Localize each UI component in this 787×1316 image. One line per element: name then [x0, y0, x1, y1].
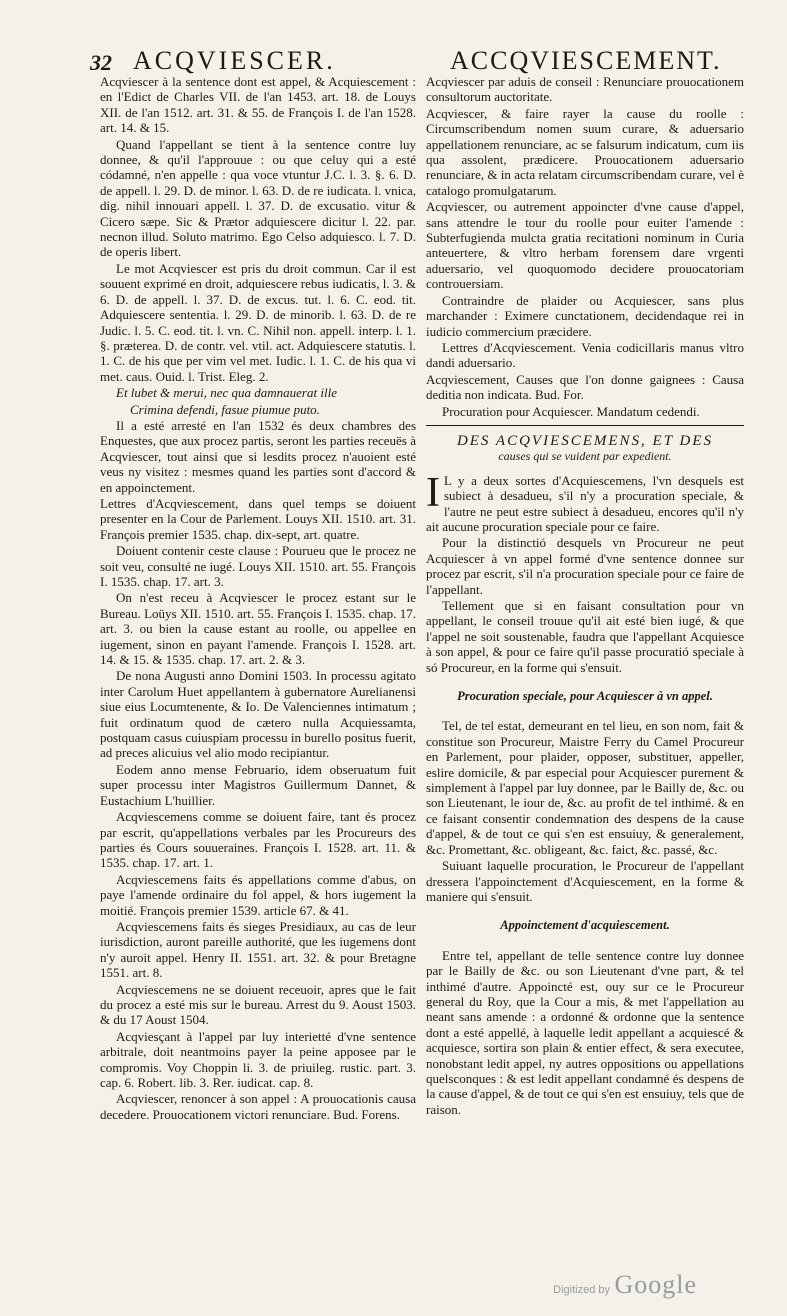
page-header [0, 44, 787, 78]
paragraph-text: Acqviesçant à l'appel par luy interietté d'vne sentence arbitrale, doit neantmoins payer la peine apposee par le compromis. Voy Choppin li. 3. de priuileg. rustic. part. 3. cap. 6. Robert. lib. 3. Rer. iudicat. cap. 8. [100, 1028, 416, 1090]
paragraph-text: Le mot Acqviescer est pris du droit commun. Car il est souuent exprimé en droit, adquiescere rebus iudicatis, l. 3. & 6. D. de appell. l. 37. D. de excus. tut. l. 6. C. eod. tit. Adquiescere sententia. l. 29. D. de minorib. l. 63. D. de re Judic. l. 5. C. eod. tit. l. vn. C. Nihil non. appell. interp. l. 1. §. præterea. D. de contr. vel. vtil. act. Adquiescere statutis. l. 1. C. de his que per vim vel met. Iudic. l. 1. C. de his qua vi met. caus. Ouid. l. Trist. Eleg. 2. [100, 260, 416, 384]
paragraph [426, 718, 744, 857]
right-column [426, 74, 744, 1118]
paragraph [426, 535, 744, 597]
digitized-by-label: Digitized by [553, 1284, 610, 1296]
paragraph [426, 199, 744, 291]
paragraph [426, 858, 744, 904]
paragraph-text: Contraindre de plaider ou Acquiescer, sans plus marchander : Eximere cunctationem, decidendaque rei in iudicio commercium præcidere. [426, 292, 744, 339]
paragraph-text: De nona Augusti anno Domini 1503. In processu agitato inter Carolum Huet appellantem à gubernatore Aurelianensi siue eius Locumtenente, & Io. De Valenciennes intimatum ; fuit ordinatum quod de cætero nulla Acquiessamta, postquam casus cuiuspiam processu in burello positus fuerit, ad preces alicuius vel alio modo recipiantur. [100, 668, 416, 761]
paragraph-text: Acqviescemens faits és appellations comme d'abus, on paye l'amende ordinaire du fol appel, & hors iugement la moitié. François premier 1539. article 67. & 41. [100, 871, 416, 918]
paragraph [426, 340, 744, 371]
paragraph-text: Suiuant laquelle procuration, le Procureur de l'appellant dressera l'appoinctement d'Acquiescement, en la forme & maniere qui s'ensuit. [426, 858, 744, 904]
paragraph-text: Il a esté arresté en l'an 1532 és deux chambres des Enquestes, que aux procez partis, seront les parties receuës à Acqviescer, tout ainsi que si lesdits procez n'auoient esté veus ny visitez : mesmes quand les parties sont d'accord & en appoinctement. [100, 417, 416, 495]
left-column [100, 74, 416, 1123]
paragraph-text: Acqviescer à la sentence dont est appel, & Acquiescement : en l'Edict de Charles VII. de l'an 1453. art. 18. de Louys XII. de l'an 1512. art. 31. & 55. de François I. de l'an 1528. art. 14. & 15. [100, 74, 416, 136]
running-head-right: ACCQVIESCEMENT. [450, 46, 722, 75]
paragraph-text: Pour la distinctió desquels vn Procureur ne peut Acquiescer à vn appel formé d'vne sentence donnee sur procez par escrit, s'il n'a procuration speciale pour ce faire de l'appellant. [426, 535, 744, 597]
paragraph [100, 668, 416, 760]
paragraph [426, 948, 744, 1117]
paragraph [100, 1091, 416, 1122]
paragraph [426, 293, 744, 339]
paragraph [426, 404, 744, 419]
paragraph-text: Acqviescement, Causes que l'on donne gaignees : Causa deditia non indicata. Bud. For. [426, 371, 744, 403]
paragraph [100, 543, 416, 589]
paragraph [100, 402, 416, 417]
paragraph [100, 809, 416, 871]
paragraph [100, 385, 416, 400]
paragraph-text: Et lubet & merui, nec qua damnauerat ille [116, 385, 337, 401]
paragraph-text: Acqviescemens faits és sieges Presidiaux, au cas de leur iurisdiction, auront pareille authorité, que les iugemens dont n'y auroit appel. Henry II. 1551. art. 32. & pour Bretagne 1551. art. 8. [100, 918, 416, 981]
paragraph-text: Acqviescer, renoncer à son appel : A prouocationis causa decedere. Prouocationem victori renunciare. Bud. Forens. [100, 1091, 416, 1122]
paragraph [100, 919, 416, 981]
paragraph-text: Tel, de tel estat, demeurant en tel lieu, en son nom, fait & constitue son Procureur, Maistre Ferry du Camel Procureur en Parlement, pour plaider, opposer, substituer, appeller, eslire domicile, & par especial pour Acquiescer purement & simplement à l'appel par luy donnee, par le Bailly de, &c. ou son Lieutenant, le iour de, &c. au profit de tel inthimé. & en ce faisant consentir condemnation des despens de la cause d'appel, & de tout ce qui s'en est ensuiuy, & generalement, &c. Promettant, &c. obligeant, &c. faict, &c. passé, &c. [426, 718, 744, 857]
paragraph [100, 418, 416, 495]
paragraph-text: Tellement que si en faisant consultation pour vn appellant, le conseil trouue qu'il ait esté bien iugé, & que l'appel ne soit soustenable, faudra que l'appellant Acquiesce à son appel, & pour ce faire qu'il passe procuratió speciale à só Procureur, en la forme qui s'ensuit. [426, 598, 744, 675]
page-number: 32 [90, 50, 112, 75]
digitized-watermark [553, 1270, 697, 1300]
paragraph-text: Procuration pour Acquiescer. Mandatum cedendi. [442, 403, 700, 419]
paragraph-text: On n'est receu à Acqviescer le procez estant sur le Bureau. Loüys XII. 1510. art. 55. François I. 1535. chap. 17. art. 3. ou bien la cause estant au roolle, ou appellee en iugement, sinon en payant l'amende. François I. 1528. art. 14. & 15. & 1535. chap. 17. art. 2. & 3. [100, 590, 416, 668]
paragraph [426, 74, 744, 105]
drop-cap: I [426, 469, 440, 516]
paragraph [100, 1029, 416, 1091]
appoinctement-body [426, 948, 744, 1117]
right-column-top [426, 74, 744, 419]
paragraph-text: L y a deux sortes d'Acquiescemens, l'vn desquels est subiect à desadueu, s'il n'y a procuration speciale, & l'autre ne peut estre subiect à desadueu, encores qu'il n'y ait aucune procuration speciale pour ce faire. [426, 472, 744, 534]
section-title: DES ACQVIESCEMENS, ET DES [456, 432, 714, 449]
running-head-left: ACQVIESCER. [133, 46, 336, 75]
section-subtitle: causes qui se vuident par expedient. [498, 449, 672, 464]
paragraph [100, 982, 416, 1028]
paragraph-text: Doiuent contenir ceste clause : Pourueu que le procez ne soit veu, consulté ne iugé. Louys XII. 1510. art. 55. François I. 1535. chap. 17. art. 3. [100, 543, 416, 589]
paragraph [426, 372, 744, 403]
paragraph-text: Acqviescer, & faire rayer la cause du roolle : Circumscribendum nomen suum curare, & aduersario appellationem renunciare, ac se falsurum indicatum, cum iis qua assolent, prædicere. Prouocationem aduersario renunciare, & in acta relatam circumscribendam curare, vel è catalogo promulgatarum. [426, 105, 744, 198]
paragraph [426, 106, 744, 198]
google-logo: Google [614, 1270, 697, 1299]
paragraph [100, 872, 416, 918]
paragraph-text: Lettres d'Acqviescement. Venia codicillaris manus vltro dandi aduersario. [426, 339, 744, 371]
procuration-body [426, 718, 744, 904]
paragraph-text: Entre tel, appellant de telle sentence contre luy donnee par le Bailly de &c. ou son Lieutenant d'vne part, & tel inthimé d'autre. Appoincté est, ouy sur ce le Procureur general du Roy, que la Cour a mis, & met l'appellation au neant sans amende : a ordonné & ordonne que la sentence dont a esté appellé, à laquelle ledit appellant a acquiescé & acquiesce, sortira son plain & entier effect, & sera executee, nonobstant ledit appel, ny autres oppositions ou appellations quelsconques : & est ledit appellant condamné és despens de la cause d'appel, & de tout ce qui s'en est ensuiuy, tels que de raison. [426, 947, 744, 1117]
paragraph-text: Eodem anno mense Februario, idem obseruatum fuit super processu inter Magistros Guillermum Dannet, & Eustachium L'huillier. [100, 761, 416, 808]
paragraph [100, 261, 416, 384]
paragraph [100, 137, 416, 260]
subheading-procuration: Procuration speciale, pour Acquiescer à vn appel. [457, 689, 713, 704]
paragraph [100, 74, 416, 136]
paragraph [100, 762, 416, 808]
section-body [426, 469, 744, 675]
paragraph [100, 590, 416, 667]
paragraph-text: Acqviescer, ou autrement appoincter d'vne cause d'appel, sans attendre le tour du roolle pour euiter l'amende : Subterfugienda mulcta gratia recitationi nominum in Curia anteuertere, & vltro herbam forensem dare vrgenti aduersario, vel quoquomodo decidere prouocatoriam controuersiam. [426, 199, 744, 292]
paragraph-text: Lettres d'Acqviescement, dans quel temps se doiuent presenter en la Cour de Parlement. Louys XII. 1510. art. 31. François premier 1535. chap. dix-sept, art. quatre. [100, 495, 416, 542]
paragraph-text: Acqviescemens comme se doiuent faire, tant és procez par escrit, qu'appellations verbales par les Procureurs des parties és Cours souueraines. François I. 1528. art. 11. & 1535. chap. 17. art. 1. [100, 809, 416, 871]
paragraph-text: Acqviescer par aduis de conseil : Renunciare prouocationem consultorum auctoritate. [426, 74, 744, 105]
section-rule [426, 425, 744, 426]
paragraph-text: Crimina defendi, fasue piumue puto. [130, 401, 320, 417]
paragraph [426, 469, 744, 535]
paragraph-text: Acqviescemens ne se doiuent receuoir, apres que le fait du procez a esté mis sur le bureau. Arrest du 9. Aoust 1503. & du 17 Aoust 1504. [100, 981, 416, 1028]
paragraph [100, 496, 416, 542]
paragraph [426, 598, 744, 675]
paragraph-text: Quand l'appellant se tient à la sentence contre luy donnee, & qu'il l'approuue : ou que celuy qui a esté códamné, n'en appelle : qua voce vtuntur J.C. l. 3. §. 6. D. de appell. l. 29. D. de minor. l. 63. D. de re iudicata. l. vnica, dig. nihil innouari appell. l. 37. D. de excusatio. vitur & Cicero sæpe. Sic & Prætor adquiescere dicitur l. 22. par. necnon illud. Soluto matrimo. Ego Celso adquiesco. l. 7. D. de operis libert. [100, 136, 416, 260]
subheading-appoinctement: Appoinctement d'acquiescement. [500, 918, 670, 933]
